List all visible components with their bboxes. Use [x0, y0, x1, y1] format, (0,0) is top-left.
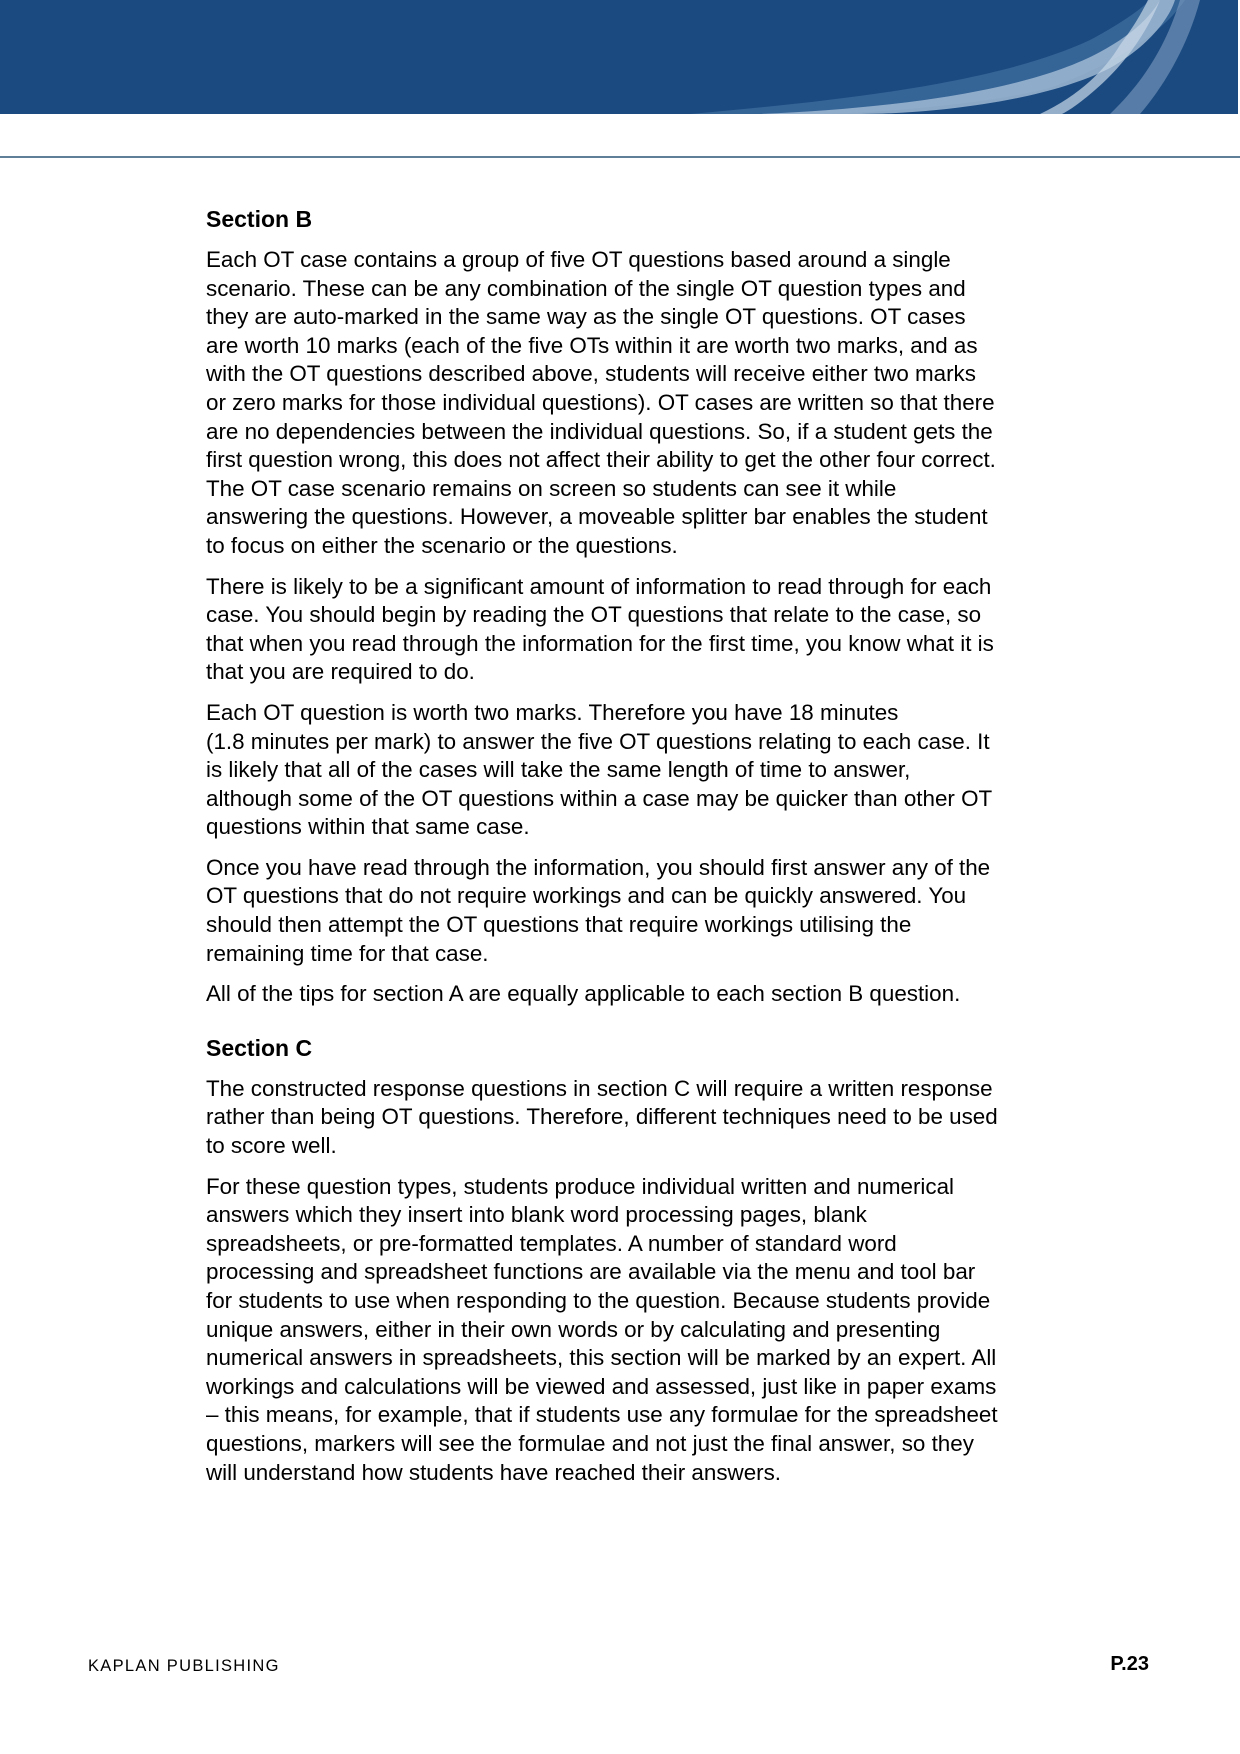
header-swoosh-decoration	[0, 0, 1240, 114]
main-content	[206, 204, 1098, 1499]
section-b-paragraph-5: All of the tips for section A are equally applicable to each section B question.	[206, 981, 961, 1007]
section-c-heading: Section C	[206, 1034, 313, 1061]
section-b-paragraph-4: Once you have read through the information, you should first answer any of the OT questions that do not require workings and can be quickly answered. You should then attempt the OT questions that require workings utilising the remaining time for that case.	[206, 854, 991, 966]
section-c-paragraph-1: The constructed response questions in section C will require a written response rather than being OT questions. Therefore, different techniques need to be used to score well.	[206, 1075, 998, 1159]
section-b-heading: Section B	[206, 206, 313, 232]
footer-publisher: KAPLAN PUBLISHING	[88, 1657, 280, 1675]
section-b-paragraph-3: Each OT question is worth two marks. Therefore you have 18 minutes (1.8 minutes per mark) to answer the five OT questions relating to each case. It is likely that all of the cases will take the same length of time to answer, although some of the OT questions within a case may be quicker than other OT questions within that same case.	[206, 699, 993, 840]
header-banner	[0, 0, 1240, 114]
header-rule	[0, 156, 1240, 158]
page-number: P.23	[1110, 1653, 1149, 1675]
section-b-paragraph-2: There is likely to be a significant amount of information to read through for each case. You should begin by reading the OT questions that relate to the case, so that when you read through the information for the first time, you know what it is that you are required to do.	[206, 573, 994, 685]
section-b-paragraph-1: Each OT case contains a group of five OT questions based around a single scenario. These can be any combination of the single OT question types and they are auto-marked in the same way as the single OT questions. OT cases are worth 10 marks (each of the five OTs within it are worth two marks, and as with the OT questions described above, students will receive either two marks or zero marks for those individual questions). OT cases are written so that there are no dependencies between the individual questions. So, if a student gets the first question wrong, this does not affect their ability to get the other four correct. The OT case scenario remains on screen so students can see it while answering the questions. However, a moveable splitter bar enables the student to focus on either the scenario or the questions.	[206, 247, 996, 558]
section-c-paragraph-2: For these question types, students produce individual written and numerical answers which they insert into blank word processing pages, blank spreadsheets, or pre-formatted templates. A number of standard word processing and spreadsheet functions are available via the menu and tool bar for students to use when responding to the question. Because students provide unique answers, either in their own words or by calculating and presenting numerical answers in spreadsheets, this section will be marked by an expert. All workings and calculations will be viewed and assessed, just like in paper exams – this means, for example, that if students use any formulae for the spreadsheet questions, markers will see the formulae and not just the final answer, so they will understand how students have reached their answers.	[206, 1173, 998, 1485]
